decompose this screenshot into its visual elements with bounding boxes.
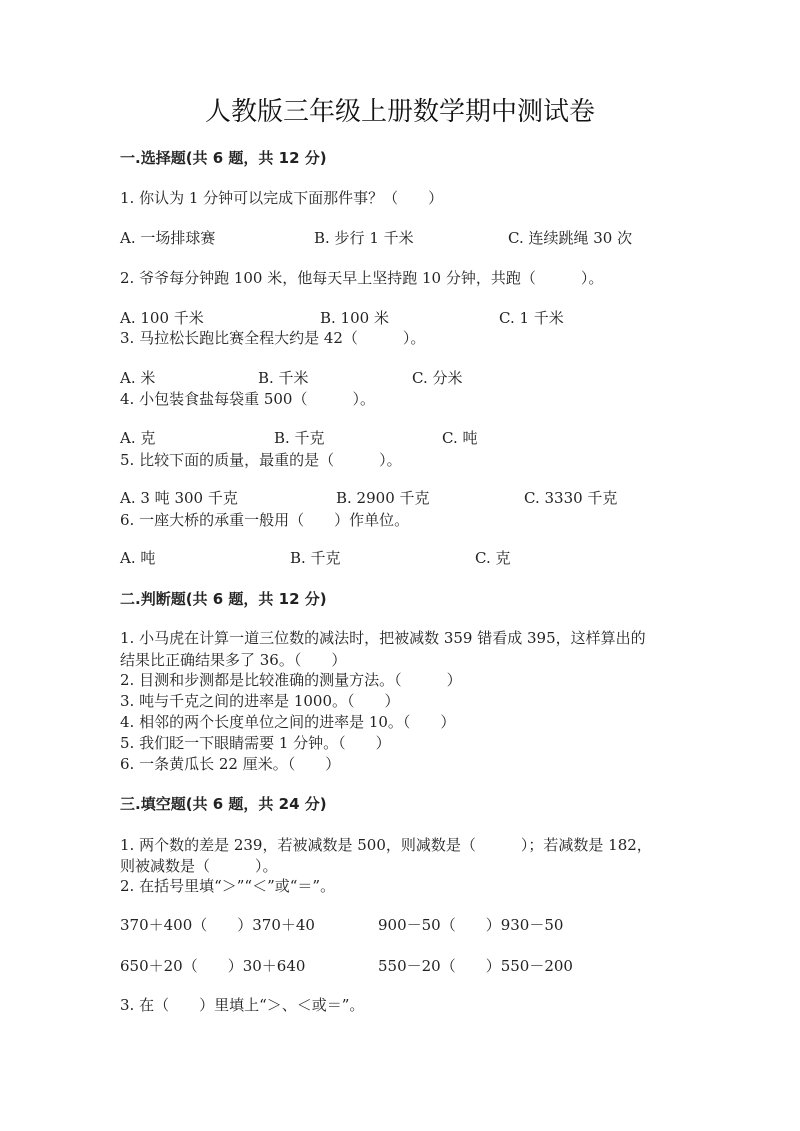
option-a: A. 吨 (120, 549, 156, 567)
comparison-row (120, 956, 680, 976)
option-a: A. 克 (120, 429, 156, 447)
option-b: B. 100 米 (320, 309, 389, 327)
comparison-item: 370＋400（ ）370＋40 (120, 916, 315, 934)
options-row (120, 548, 680, 568)
question-stem: 3. 吨与千克之间的进率是 1000。（ ） (120, 692, 400, 710)
option-a: A. 一场排球赛 (120, 229, 216, 247)
comparison-item: 550－20（ ）550－200 (378, 957, 573, 975)
section-heading-choice: 一.选择题(共 6 题，共 12 分) (120, 149, 327, 167)
option-c: C. 克 (475, 549, 511, 567)
option-c: C. 分米 (412, 369, 463, 387)
options-row (120, 228, 680, 248)
comparison-item: 650＋20（ ）30＋640 (120, 957, 306, 975)
options-row (120, 308, 680, 328)
option-b: B. 千克 (290, 549, 341, 567)
question-stem: 5. 比较下面的质量，最重的是（ ）。 (120, 451, 402, 469)
option-a: A. 米 (120, 369, 156, 387)
options-row (120, 428, 680, 448)
question-stem: 2. 爷爷每分钟跑 100 米，他每天早上坚持跑 10 分钟，共跑（ ）。 (120, 269, 604, 287)
option-c: C. 3330 千克 (524, 489, 618, 507)
option-b: B. 2900 千克 (336, 489, 430, 507)
option-b: B. 步行 1 千米 (314, 229, 414, 247)
question-stem: 3. 马拉松长跑比赛全程大约是 42（ ）。 (120, 329, 426, 347)
question-stem: 1. 你认为 1 分钟可以完成下面那件事？（ ） (120, 189, 444, 207)
option-b: B. 千米 (258, 369, 309, 387)
option-c: C. 吨 (442, 429, 478, 447)
option-b: B. 千克 (274, 429, 325, 447)
question-stem-continued: 则被减数是（ ）。 (120, 857, 278, 875)
option-c: C. 连续跳绳 30 次 (508, 229, 633, 247)
options-row (120, 488, 680, 508)
question-stem: 3. 在（ ）里填上“＞、＜或＝”。 (120, 996, 365, 1014)
comparison-item: 900－50（ ）930－50 (378, 916, 564, 934)
option-a: A. 100 千米 (120, 309, 204, 327)
option-c: C. 1 千米 (499, 309, 564, 327)
option-a: A. 3 吨 300 千克 (120, 489, 238, 507)
options-row (120, 368, 680, 388)
question-stem: 2. 在括号里填“＞”“＜”或“＝”。 (120, 877, 336, 895)
page-title: 人教版三年级上册数学期中测试卷 (204, 97, 595, 127)
question-stem: 6. 一条黄瓜长 22 厘米。（ ） (120, 755, 341, 773)
question-stem: 4. 小包装食盐每袋重 500（ ）。 (120, 390, 375, 408)
question-stem: 1. 两个数的差是 239，若被减数是 500，则减数是（ ）；若减数是 182， (120, 836, 652, 854)
section-heading-judgment: 二.判断题(共 6 题，共 12 分) (120, 590, 327, 608)
question-stem-continued: 结果比正确结果多了 36。（ ） (120, 651, 347, 669)
section-heading-fill: 三.填空题(共 6 题，共 24 分) (120, 795, 327, 813)
question-stem: 4. 相邻的两个长度单位之间的进率是 10。（ ） (120, 713, 456, 731)
question-stem: 1. 小马虎在计算一道三位数的减法时，把被减数 359 错看成 395，这样算出的 (120, 629, 646, 647)
comparison-row (120, 915, 680, 935)
question-stem: 6. 一座大桥的承重一般用（ ）作单位。 (120, 511, 410, 529)
question-stem: 5. 我们眨一下眼睛需要 1 分钟。（ ） (120, 734, 391, 752)
question-stem: 2. 目测和步测都是比较准确的测量方法。（ ） (120, 671, 462, 689)
